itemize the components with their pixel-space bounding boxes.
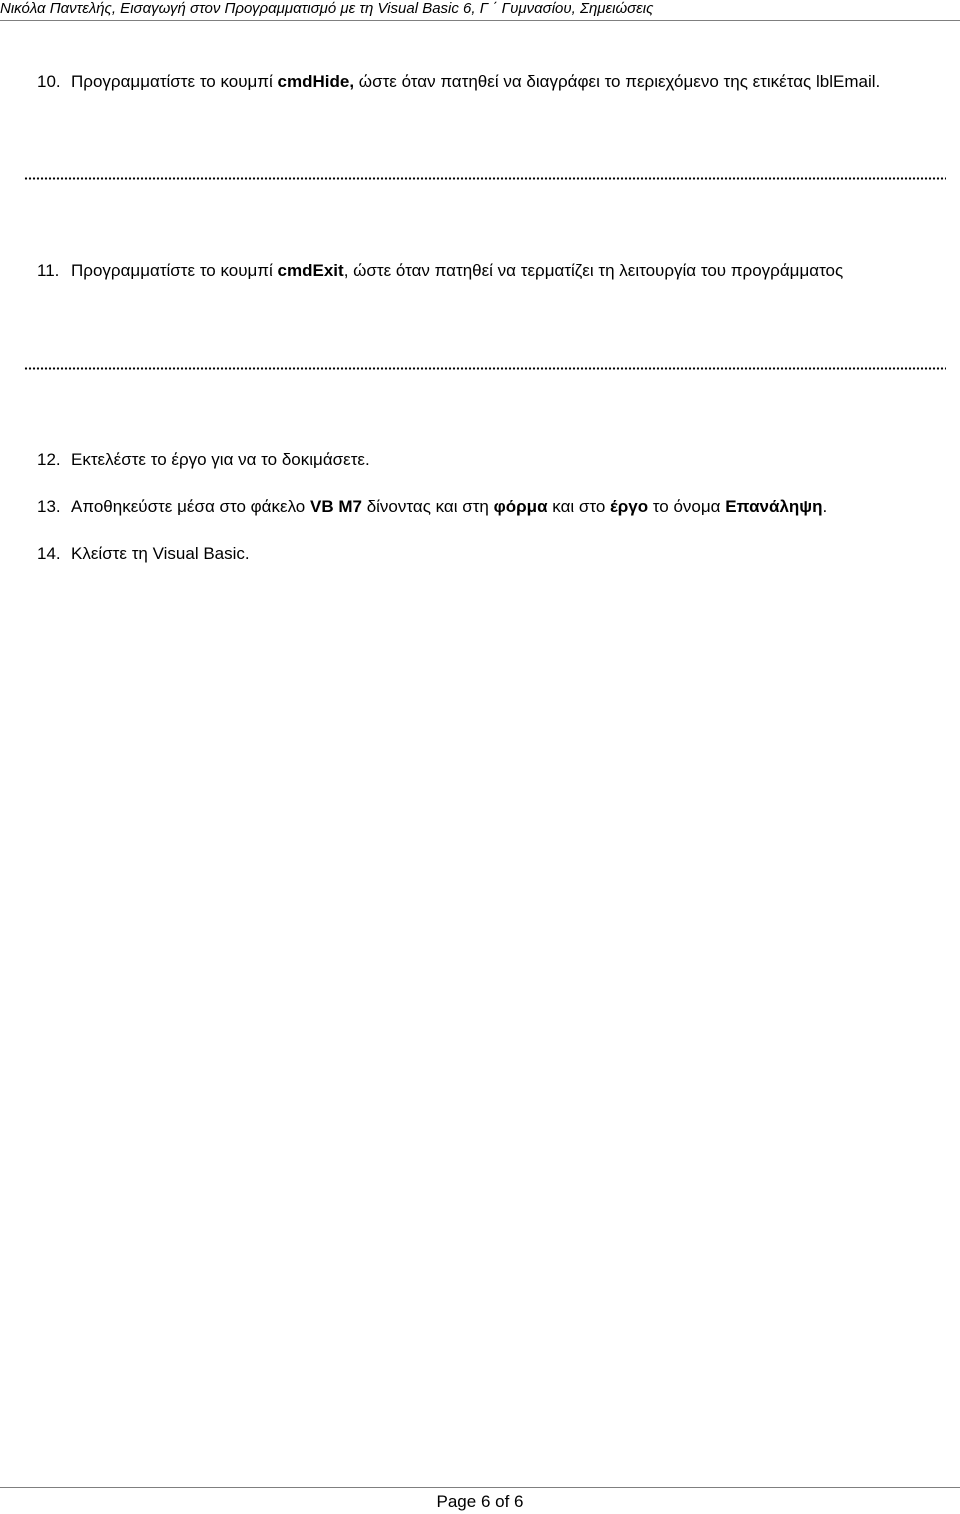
item-bold-text: φόρμα — [493, 497, 548, 516]
item-number: 12. — [37, 450, 61, 469]
item-bold-text: cmdExit — [277, 261, 344, 280]
item-text: Κλείστε τη Visual Basic. — [71, 544, 250, 563]
item-text: , ώστε όταν πατηθεί να τερματίζει τη λειτουργία του προγράμματος — [343, 261, 844, 280]
item-bold-text: VB M7 — [310, 497, 362, 516]
item-text: ώστε όταν πατηθεί να διαγράφει το περιεχόμενο της ετικέτας lblEmail. — [354, 72, 881, 91]
item-number: 14. — [37, 544, 61, 563]
list-item-13 — [37, 496, 827, 518]
list-item-14 — [37, 543, 250, 565]
item-number: 13. — [37, 497, 61, 516]
list-item-10 — [37, 71, 880, 93]
item-text: το όνομα — [648, 497, 726, 516]
item-text: Προγραμματίστε το κουμπί — [71, 261, 278, 280]
item-text: Προγραμματίστε το κουμπί — [71, 72, 278, 91]
list-item-12 — [37, 449, 370, 471]
item-text: . — [822, 497, 828, 516]
item-text: και στο — [547, 497, 611, 516]
item-text: Εκτελέστε το έργο για να το δοκιμάσετε. — [71, 450, 370, 469]
item-text: Αποθηκεύστε μέσα στο φάκελο — [71, 497, 310, 516]
item-number: 10. — [37, 72, 61, 91]
item-number: 11. — [37, 261, 60, 280]
list-item-11 — [37, 260, 843, 282]
page-number: Page 6 of 6 — [436, 1492, 524, 1511]
item-bold-text: Επανάληψη — [725, 497, 823, 516]
page-header — [0, 0, 960, 21]
answer-dotted-line-10 — [24, 177, 946, 183]
footer-divider — [0, 1487, 960, 1488]
answer-dotted-line-11 — [24, 367, 946, 373]
item-text: δίνοντας και στη — [361, 497, 494, 516]
item-bold-text: cmdHide, — [277, 72, 355, 91]
header-text: Νικόλα Παντελής, Εισαγωγή στον Προγραμματισμό με τη Visual Basic 6, Γ ΄ Γυμνασίου, Σημειώσεις — [0, 0, 654, 17]
item-bold-text: έργο — [610, 497, 649, 516]
